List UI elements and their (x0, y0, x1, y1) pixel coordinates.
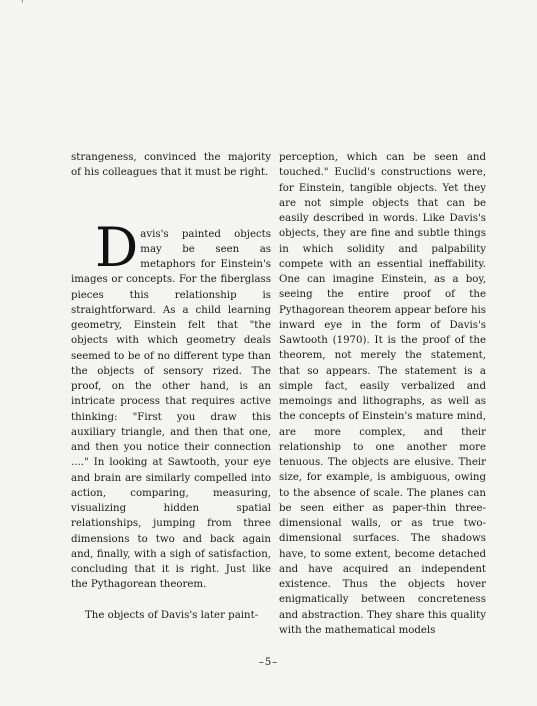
drop-cap: D (95, 215, 139, 279)
scan-mark: ' (21, 0, 24, 10)
paragraph-later-paintings: The objects of Davis's later paint- (85, 609, 259, 621)
paragraph-body: avis's painted objects may be seen as metaphors for Einstein's images or concepts. For the fiberglass pieces this relationship is straightforward. As a child learning geometry, Einstein felt that "the objects with which geometry deals seemed to be of no different type than the objects of sensory rized. The proof, on the other hand, is an intricate process that requires active thinking: "First you draw this auxiliary triangle, and then that one, and then you notice their connection ...." In looking at Sawtooth, your eye and brain are similarly compelled into action, comparing, measuring, visualizing hidden spatial relationships, jumping from three dimensions to two and back again and, finally, with a sigh of satisfaction, concluding that it is right. Just like the Pythagorean theorem. (71, 228, 271, 591)
page-number: –5– (258, 657, 279, 668)
left-column (71, 150, 271, 623)
paragraph-continued: strangeness, convinced the majority of his colleagues that it must be right. (71, 152, 271, 179)
paragraph-right: perception, which can be seen and touched." Euclid's constructions were, for Einstein, tangible objects. Yet they are not simple objects that can be easily described in words. Like Davis's objects, they are fine and subtle things in which solidity and palpability compete with an essential ineffability. One can imagine Einstein, as a boy, seeing the entire proof of the Pythagorean theorem appear before his inward eye in the form of Davis's Sawtooth (1970). It is the proof of the theorem, not merely the statement, that so appears. The statement is a simple fact, easily verbalized and memoings and lithographs, as well as the concepts of Einstein's mature mind, are more complex, and their relationship to one another more tenuous. The objects are elusive. Their size, for example, is ambiguous, owing to the absence of scale. The planes can be seen either as paper-thin three-dimensional walls, or as true two-dimensional surfaces. The shadows have, to some extent, become detached and have acquired an independent existence. Thus the objects hover enigmatically between concreteness and abstraction. They share this quality with the mathematical models (279, 152, 486, 636)
right-column (279, 150, 486, 638)
paragraph-dropcap (71, 215, 271, 593)
